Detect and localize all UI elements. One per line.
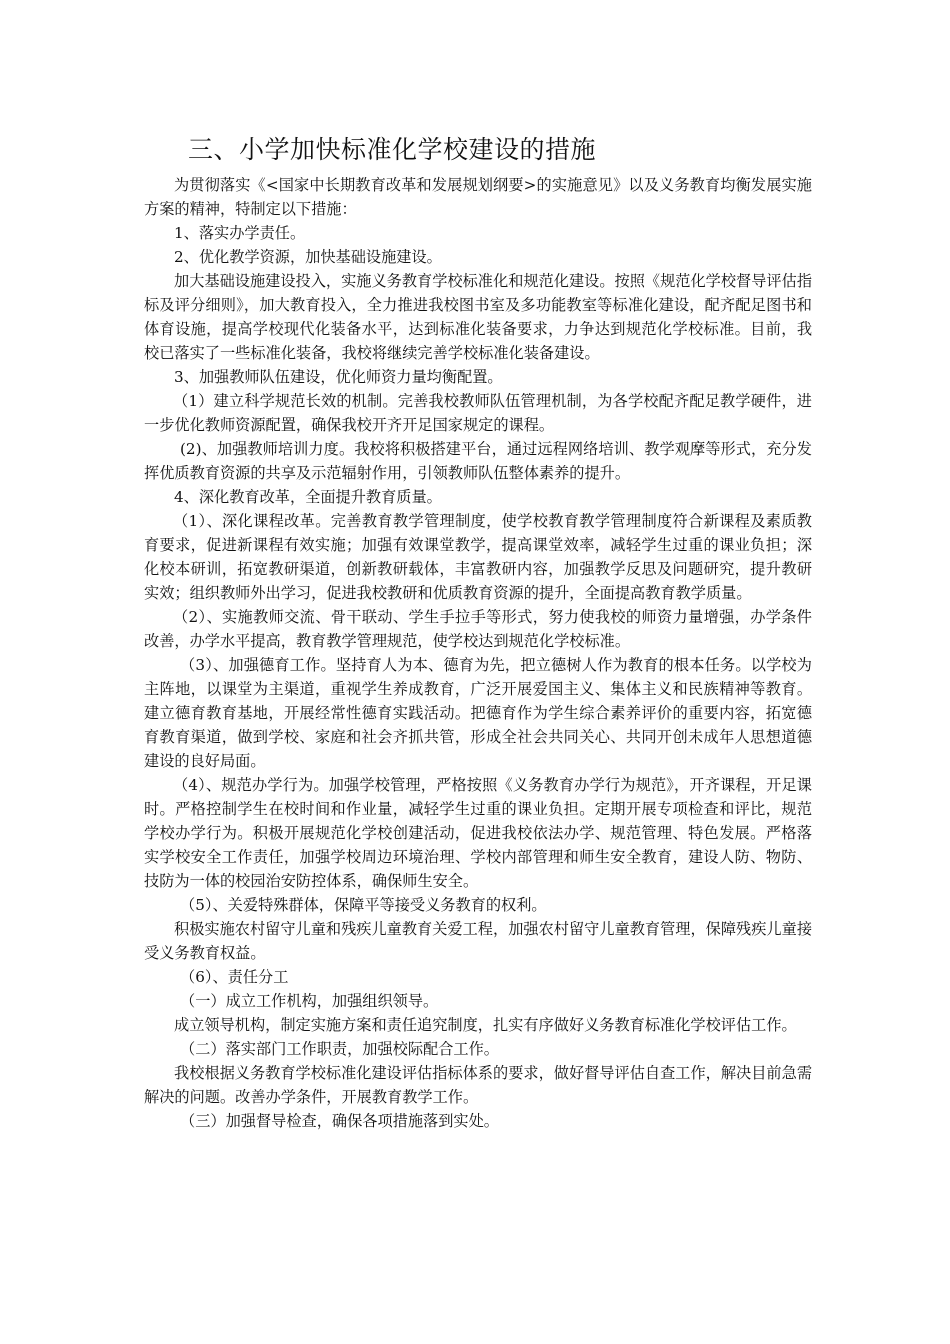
- paragraph-item-4-5: （5）、关爱特殊群体，保障平等接受义务教育的权利。: [180, 896, 547, 914]
- paragraph-leadership: 成立领导机构，制定实施方案和责任追究制度，扎实有序做好义务教育标准化学校评估工作。: [174, 1016, 797, 1034]
- paragraph-section-3: （三）加强督导检查，确保各项措施落到实处。: [180, 1112, 499, 1130]
- paragraph-item-3-1: （1）建立科学规范长效的机制。完善我校教师队伍管理机制，为各学校配齐配足教学硬件，进一步优化教师资源配置，确保我校开齐开足国家规定的课程。: [144, 392, 812, 434]
- document-title: 三、小学加快标准化学校建设的措施: [188, 135, 597, 164]
- paragraph-item-4: 4、深化教育改革，全面提升教育质量。: [174, 488, 442, 506]
- document-body: [144, 173, 812, 1133]
- paragraph-item-4-4: （4）、规范办学行为。加强学校管理，严格按照《义务教育办学行为规范》，开齐课程，开足课时。严格控制学生在校时间和作业量，减轻学生过重的课业负担。定期开展专项检查和评比，规范学校办学行为。积极开展规范化学校创建活动，促进我校依法办学、规范管理、特色发展。严格落实学校安全工作责任，加强学校周边环境治理、学校内部管理和师生安全教育，建设人防、物防、技防为一体的校园治安防控体系，确保师生安全。: [144, 776, 812, 890]
- paragraph-item-3: 3、加强教师队伍建设，优化师资力量均衡配置。: [174, 368, 503, 386]
- paragraph-item-4-1: （1）、深化课程改革。完善教育教学管理制度，使学校教育教学管理制度符合新课程及素质教育要求，促进新课程有效实施；加强有效课堂教学，提高课堂效率，减轻学生过重的课业负担；深化校本研训，拓宽教研渠道，创新教研载体，丰富教研内容，加强教学反思及问题研究，提升教研实效；组织教师外出学习，促进我校教研和优质教育资源的提升，全面提高教育教学质量。: [144, 512, 812, 602]
- paragraph-item-3-2: (2)、加强教师培训力度。我校将积极搭建平台，通过远程网络培训、教学观摩等形式，充分发挥优质教育资源的共享及示范辐射作用，引领教师队伍整体素养的提升。: [144, 440, 812, 482]
- paragraph-item-4-3: （3）、加强德育工作。坚持育人为本、德育为先，把立德树人作为教育的根本任务。以学校为主阵地，以课堂为主渠道，重视学生养成教育，广泛开展爱国主义、集体主义和民族精神等教育。建立德育教育基地，开展经常性德育实践活动。把德育作为学生综合素养评价的重要内容，拓宽德育教育渠道，做到学校、家庭和社会齐抓共管，形成全社会共同关心、共同开创未成年人思想道德建设的良好局面。: [144, 656, 812, 770]
- paragraph-item-4-6: （6）、责任分工: [180, 968, 289, 986]
- paragraph-item-1: 1、落实办学责任。: [174, 224, 306, 242]
- paragraph-self-check: 我校根据义务教育学校标准化建设评估指标体系的要求，做好督导评估自查工作，解决目前急需解决的问题。改善办学条件，开展教育教学工作。: [144, 1064, 812, 1106]
- paragraph-section-1: （一）成立工作机构，加强组织领导。: [180, 992, 439, 1010]
- paragraph-special-groups: 积极实施农村留守儿童和残疾儿童教育关爱工程，加强农村留守儿童教育管理，保障残疾儿童接受义务教育权益。: [144, 920, 812, 962]
- paragraph-item-4-2: （2）、实施教师交流、骨干联动、学生手拉手等形式，努力使我校的师资力量增强，办学条件改善，办学水平提高，教育教学管理规范，使学校达到规范化学校标准。: [144, 608, 812, 650]
- paragraph-item-2: 2、优化教学资源，加快基础设施建设。: [174, 248, 442, 266]
- paragraph-infrastructure: 加大基础设施建设投入，实施义务教育学校标准化和规范化建设。按照《规范化学校督导评估指标及评分细则》，加大教育投入，全力推进我校图书室及多功能教室等标准化建设，配齐配足图书和体育设施，提高学校现代化装备水平，达到标准化装备要求，力争达到规范化学校标准。目前，我校已落实了一些标准化装备，我校将继续完善学校标准化装备建设。: [144, 272, 812, 362]
- paragraph-section-2: （二）落实部门工作职责，加强校际配合工作。: [180, 1040, 499, 1058]
- paragraph-intro: 为贯彻落实《<国家中长期教育改革和发展规划纲要>的实施意见》以及义务教育均衡发展实施方案的精神，特制定以下措施：: [144, 176, 812, 218]
